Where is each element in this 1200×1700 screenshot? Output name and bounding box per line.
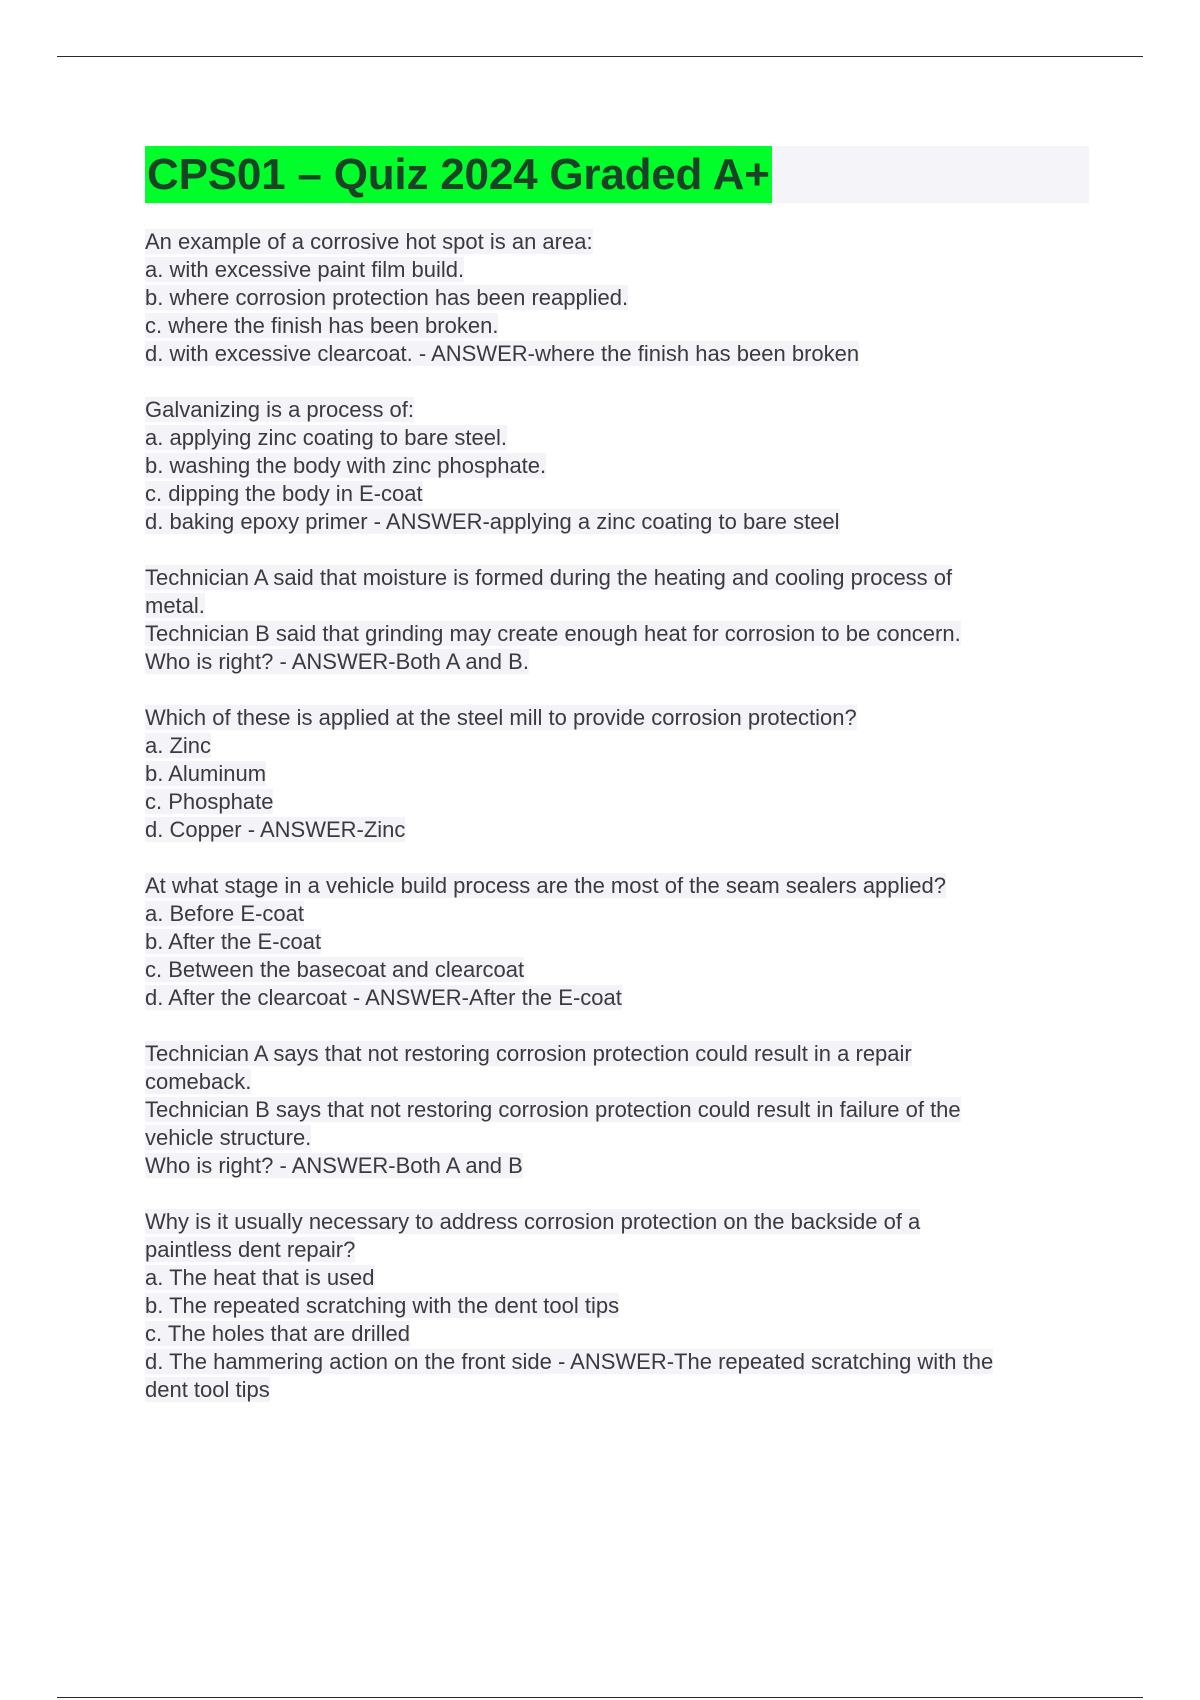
question-line (145, 312, 1095, 340)
question-line (145, 928, 1095, 956)
question-line (145, 452, 1095, 480)
line-text: b. washing the body with zinc phosphate. (145, 453, 547, 478)
title-row (145, 146, 1089, 203)
question-line (145, 284, 1095, 312)
question-line (145, 984, 1095, 1012)
footer-rule (57, 1697, 1143, 1698)
header-rule (57, 56, 1143, 57)
line-text: c. where the finish has been broken. (145, 313, 499, 338)
question-line (145, 760, 1095, 788)
question-line (145, 1236, 1095, 1264)
question-line (145, 956, 1095, 984)
line-text: d. baking epoxy primer - ANSWER-applying a zinc coating to bare steel (145, 509, 840, 534)
question-block (145, 564, 1095, 676)
question-line (145, 1152, 1095, 1180)
line-text: Technician B says that not restoring corrosion protection could result in failure of the (145, 1097, 961, 1122)
line-text: comeback. (145, 1069, 252, 1094)
line-text: At what stage in a vehicle build process are the most of the seam sealers applied? (145, 873, 947, 898)
question-line (145, 256, 1095, 284)
line-text: a. The heat that is used (145, 1265, 375, 1290)
line-text: c. Between the basecoat and clearcoat (145, 957, 525, 982)
line-text: b. After the E-coat (145, 929, 322, 954)
line-text: d. After the clearcoat - ANSWER-After the E-coat (145, 985, 622, 1010)
question-text (145, 564, 1095, 592)
line-text: Galvanizing is a process of: (145, 397, 415, 422)
question-line (145, 1348, 1095, 1376)
line-text: d. The hammering action on the front side - ANSWER-The repeated scratching with the (145, 1349, 994, 1374)
question-line (145, 1096, 1095, 1124)
line-text: Technician B said that grinding may create enough heat for corrosion to be concern. (145, 621, 961, 646)
question-line (145, 340, 1095, 368)
line-text: An example of a corrosive hot spot is an area: (145, 229, 593, 254)
question-block (145, 1208, 1095, 1404)
question-line (145, 480, 1095, 508)
line-text: Who is right? - ANSWER-Both A and B. (145, 649, 529, 674)
question-text (145, 872, 1095, 900)
line-text: a. applying zinc coating to bare steel. (145, 425, 508, 450)
question-line (145, 424, 1095, 452)
line-text: c. The holes that are drilled (145, 1321, 410, 1346)
line-text: d. Copper - ANSWER-Zinc (145, 817, 406, 842)
line-text: Why is it usually necessary to address corrosion protection on the backside of a (145, 1209, 921, 1234)
line-text: b. where corrosion protection has been reapplied. (145, 285, 629, 310)
line-text: b. The repeated scratching with the dent tool tips (145, 1293, 620, 1318)
line-text: dent tool tips (145, 1377, 270, 1402)
question-line (145, 592, 1095, 620)
question-line (145, 1376, 1095, 1404)
line-text: a. Zinc (145, 733, 212, 758)
question-line (145, 788, 1095, 816)
line-text: d. with excessive clearcoat. - ANSWER-where the finish has been broken (145, 341, 860, 366)
question-text (145, 1040, 1095, 1068)
question-line (145, 900, 1095, 928)
document-title: CPS01 – Quiz 2024 Graded A+ (145, 146, 772, 203)
line-text: Technician A says that not restoring corrosion protection could result in a repair (145, 1041, 912, 1066)
question-block (145, 228, 1095, 368)
question-text (145, 704, 1095, 732)
line-text: Technician A said that moisture is formed during the heating and cooling process of (145, 565, 953, 590)
line-text: b. Aluminum (145, 761, 267, 786)
question-line (145, 648, 1095, 676)
question-block (145, 704, 1095, 844)
line-text: c. dipping the body in E-coat (145, 481, 423, 506)
line-text: Who is right? - ANSWER-Both A and B (145, 1153, 523, 1178)
question-block (145, 1040, 1095, 1180)
line-text: a. with excessive paint film build. (145, 257, 465, 282)
line-text: metal. (145, 593, 205, 618)
question-line (145, 620, 1095, 648)
question-line (145, 816, 1095, 844)
question-line (145, 1264, 1095, 1292)
line-text: vehicle structure. (145, 1125, 312, 1150)
question-line (145, 1292, 1095, 1320)
question-line (145, 1124, 1095, 1152)
quiz-content (145, 228, 1095, 1432)
line-text: a. Before E-coat (145, 901, 304, 926)
question-line (145, 732, 1095, 760)
line-text: c. Phosphate (145, 789, 274, 814)
question-block (145, 396, 1095, 536)
question-line (145, 1068, 1095, 1096)
question-line (145, 1320, 1095, 1348)
question-text (145, 228, 1095, 256)
question-block (145, 872, 1095, 1012)
line-text: Which of these is applied at the steel mill to provide corrosion protection? (145, 705, 857, 730)
question-text (145, 396, 1095, 424)
line-text: paintless dent repair? (145, 1237, 356, 1262)
question-line (145, 508, 1095, 536)
question-text (145, 1208, 1095, 1236)
